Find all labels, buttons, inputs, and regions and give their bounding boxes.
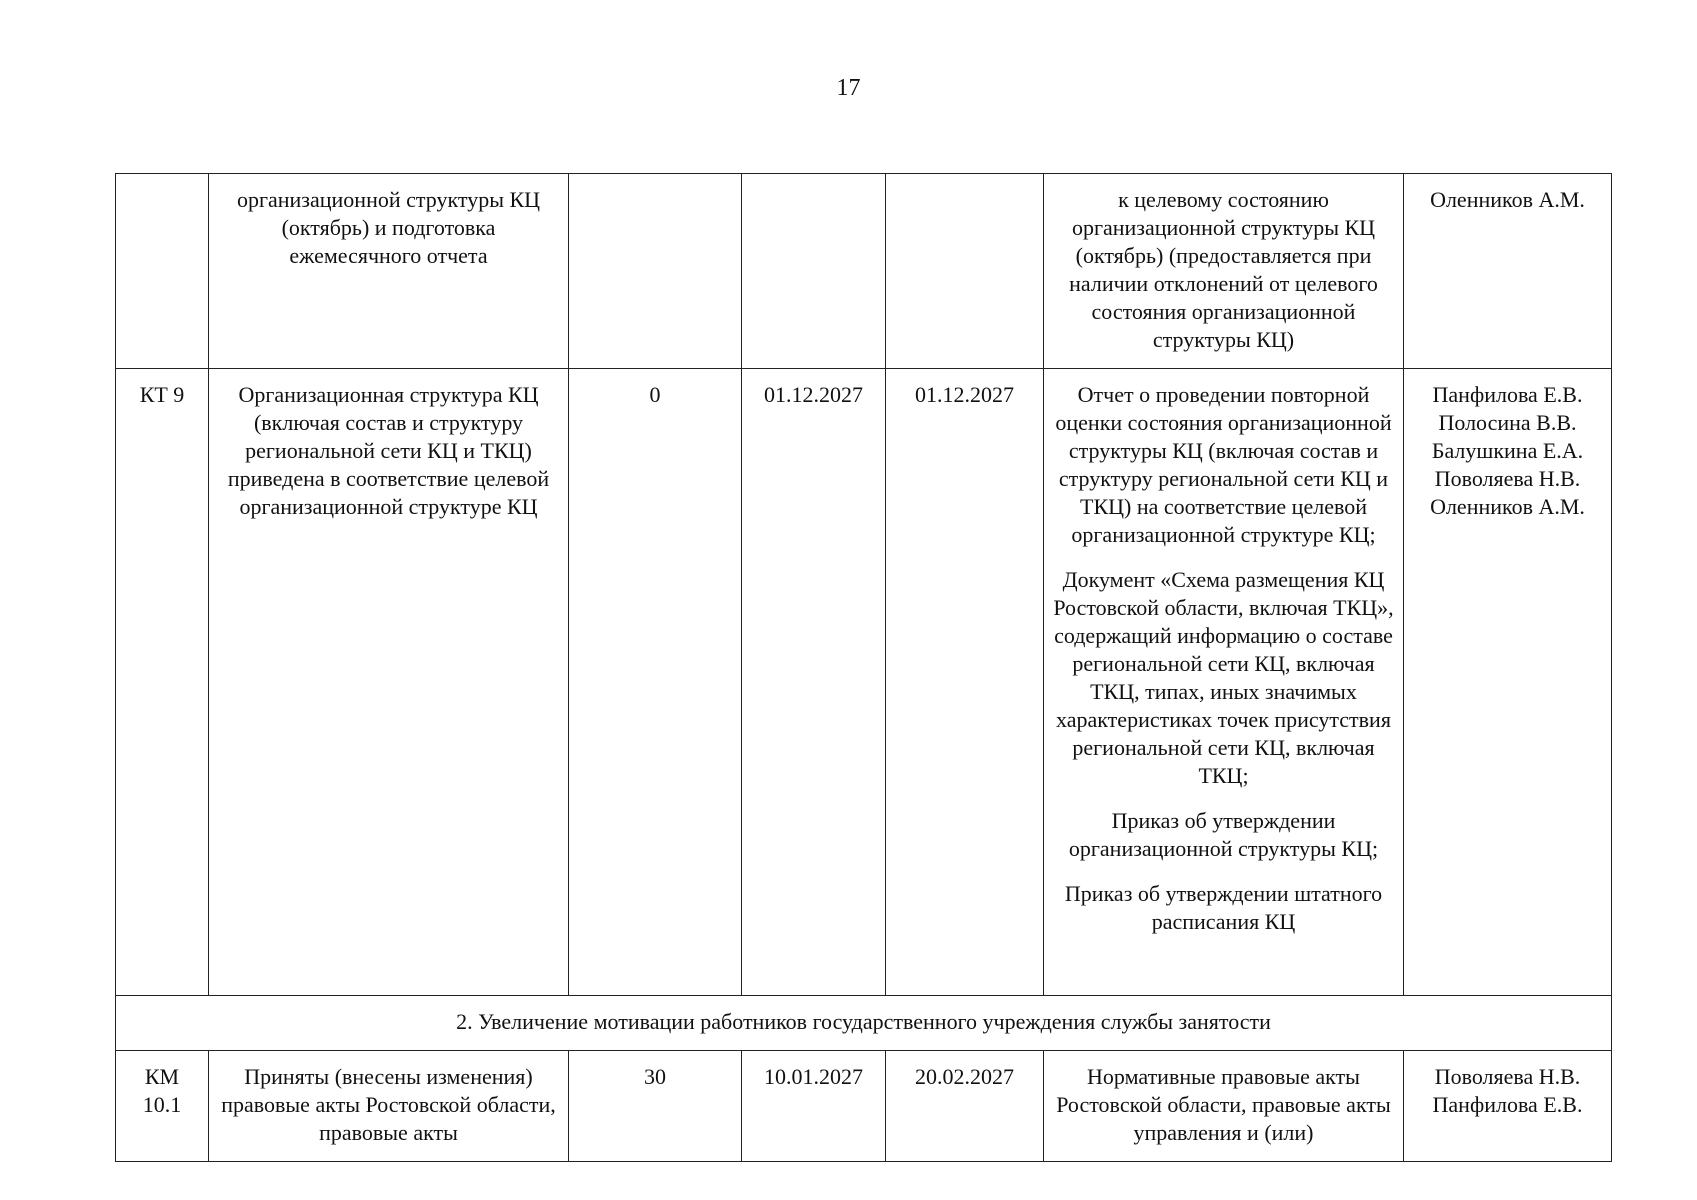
- cell-code: [116, 1051, 209, 1162]
- cell-duration: 30: [569, 1051, 742, 1162]
- responsible-person: Панфилова Е.В.: [1432, 1092, 1583, 1117]
- cell-responsible: [1404, 369, 1612, 996]
- code-line: 10.1: [142, 1092, 182, 1117]
- event-line: (октябрь) и подготовка: [281, 215, 496, 240]
- responsible-person: Поволяева Н.В.: [1434, 1064, 1581, 1089]
- cell-duration: [569, 174, 742, 369]
- cell-code: [116, 174, 209, 369]
- cell-start-date: 10.01.2027: [742, 1051, 886, 1162]
- cell-event: Организационная структура КЦ (включая состав и структуру региональной сети КЦ и ТКЦ) приведена в соответствие целевой организационной структуре КЦ: [209, 369, 569, 996]
- table-row: [116, 369, 1612, 996]
- result-paragraph: к целевому состоянию организационной структуры КЦ (октябрь) (предоставляется при наличии отклонений от целевого состояния организационной структуры КЦ): [1069, 187, 1378, 352]
- table-row: [116, 174, 1612, 369]
- cell-end-date: 20.02.2027: [886, 1051, 1044, 1162]
- section-row: [116, 996, 1612, 1051]
- section-title: 2. Увеличение мотивации работников государственного учреждения службы занятости: [116, 996, 1612, 1051]
- result-paragraph: Документ «Схема размещения КЦ Ростовской области, включая ТКЦ», содержащий информацию о составе региональной сети КЦ, включая ТКЦ, типах, иных значимых характеристиках точек присутствия региональной сети КЦ, включая ТКЦ;: [1053, 567, 1394, 788]
- cell-result: [1044, 369, 1404, 996]
- plan-table: [115, 173, 1612, 1162]
- cell-start-date: 01.12.2027: [742, 369, 886, 996]
- result-paragraph: Отчет о проведении повторной оценки состояния организационной структуры КЦ (включая состав и структуру региональной сети КЦ и ТКЦ) на соответствие целевой организационной структуре КЦ;: [1055, 382, 1392, 547]
- cell-start-date: [742, 174, 886, 369]
- responsible-person: Панфилова Е.В.: [1432, 382, 1583, 407]
- table-row: [116, 1051, 1612, 1162]
- code-line: КМ: [144, 1064, 180, 1089]
- event-line: организационной структуры КЦ: [236, 187, 541, 212]
- responsible-person: Полосина В.В.: [1438, 410, 1577, 435]
- cell-responsible: Оленников А.М.: [1404, 174, 1612, 369]
- cell-end-date: 01.12.2027: [886, 369, 1044, 996]
- cell-code: КТ 9: [116, 369, 209, 996]
- cell-responsible: [1404, 1051, 1612, 1162]
- event-line: ежемесячного отчета: [289, 243, 488, 268]
- page-number: 17: [836, 75, 861, 101]
- result-paragraph: Приказ об утверждении штатного расписания КЦ: [1064, 881, 1383, 934]
- result-paragraph: Нормативные правовые акты Ростовской области, правовые акты управления и (или): [1056, 1064, 1391, 1145]
- cell-result: [1044, 174, 1404, 369]
- cell-end-date: [886, 174, 1044, 369]
- responsible-person: Поволяева Н.В.: [1434, 466, 1581, 491]
- responsible-person: Оленников А.М.: [1430, 494, 1585, 519]
- responsible-person: Балушкина Е.А.: [1431, 438, 1584, 463]
- cell-event: [209, 174, 569, 369]
- cell-duration: 0: [569, 369, 742, 996]
- result-paragraph: Приказ об утверждении организационной структуры КЦ;: [1068, 808, 1379, 861]
- cell-result: [1044, 1051, 1404, 1162]
- cell-event: Приняты (внесены изменения) правовые акты Ростовской области, правовые акты: [209, 1051, 569, 1162]
